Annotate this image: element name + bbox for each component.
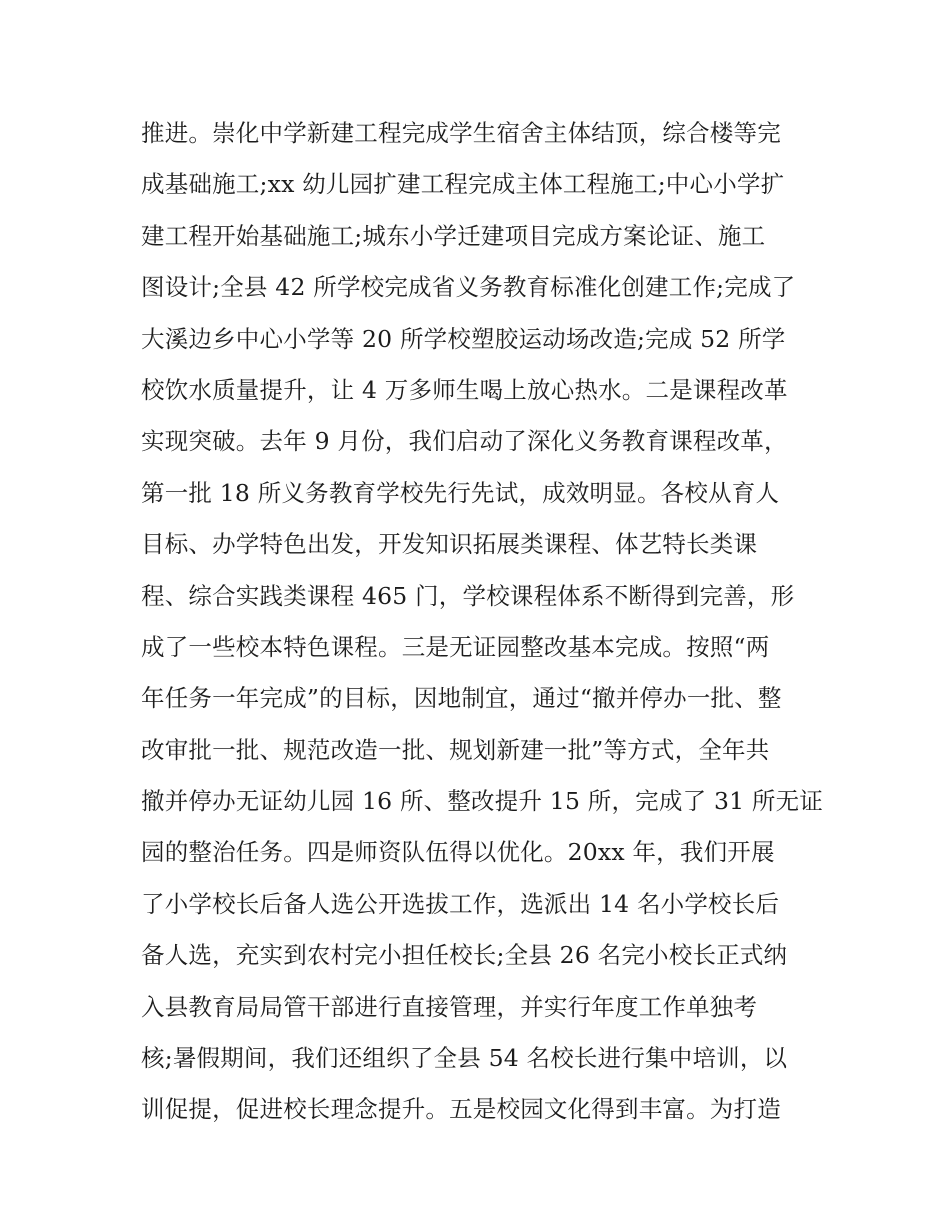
text-line: 入县教育局局管干部进行直接管理，并实行年度工作单独考	[141, 992, 758, 1021]
text-line: 图设计;全县 42 所学校完成省义务教育标准化创建工作;完成了	[141, 273, 796, 302]
text-line: 改审批一批、规范改造一批、规划新建一批”等方式，全年共	[141, 735, 770, 764]
text-line: 撤并停办无证幼儿园 16 所、整改提升 15 所，完成了 31 所无证	[141, 787, 824, 816]
text-line: 校饮水质量提升，让 4 万多师生喝上放心热水。二是课程改革	[141, 375, 788, 404]
text-line: 备人选，充实到农村完小担任校长;全县 26 名完小校长正式纳	[141, 941, 788, 970]
text-line: 核;暑假期间，我们还组织了全县 54 名校长进行集中培训，以	[141, 1044, 788, 1073]
text-line: 建工程开始基础施工;城东小学迁建项目完成方案论证、施工	[141, 221, 766, 250]
text-line: 第一批 18 所义务教育学校先行先试，成效明显。各校从育人	[141, 478, 780, 507]
text-line: 成了一些校本特色课程。三是无证园整改基本完成。按照“两	[141, 632, 770, 661]
text-line: 大溪边乡中心小学等 20 所学校塑胶运动场改造;完成 52 所学	[141, 324, 786, 353]
text-line: 了小学校长后备人选公开选拔工作，选派出 14 名小学校长后	[141, 889, 780, 918]
text-line: 成基础施工;xx 幼儿园扩建工程完成主体工程施工;中心小学扩	[141, 170, 785, 199]
text-line: 推进。崇化中学新建工程完成学生宿舍主体结顶，综合楼等完	[141, 119, 781, 147]
text-line: 程、综合实践类课程 465 门，学校课程体系不断得到完善，形	[141, 581, 795, 610]
text-line: 实现突破。去年 9 月份，我们启动了深化义务教育课程改革，	[141, 427, 788, 456]
text-line: 年任务一年完成”的目标，因地制宜，通过“撤并停办一批、整	[141, 684, 782, 713]
text-line: 园的整治任务。四是师资队伍得以优化。20xx 年，我们开展	[141, 838, 775, 867]
text-line: 训促提，促进校长理念提升。五是校园文化得到丰富。为打造	[141, 1095, 781, 1124]
text-line: 目标、办学特色出发，开发知识拓展类课程、体艺特长类课	[141, 530, 758, 559]
body-paragraph	[141, 108, 824, 1136]
